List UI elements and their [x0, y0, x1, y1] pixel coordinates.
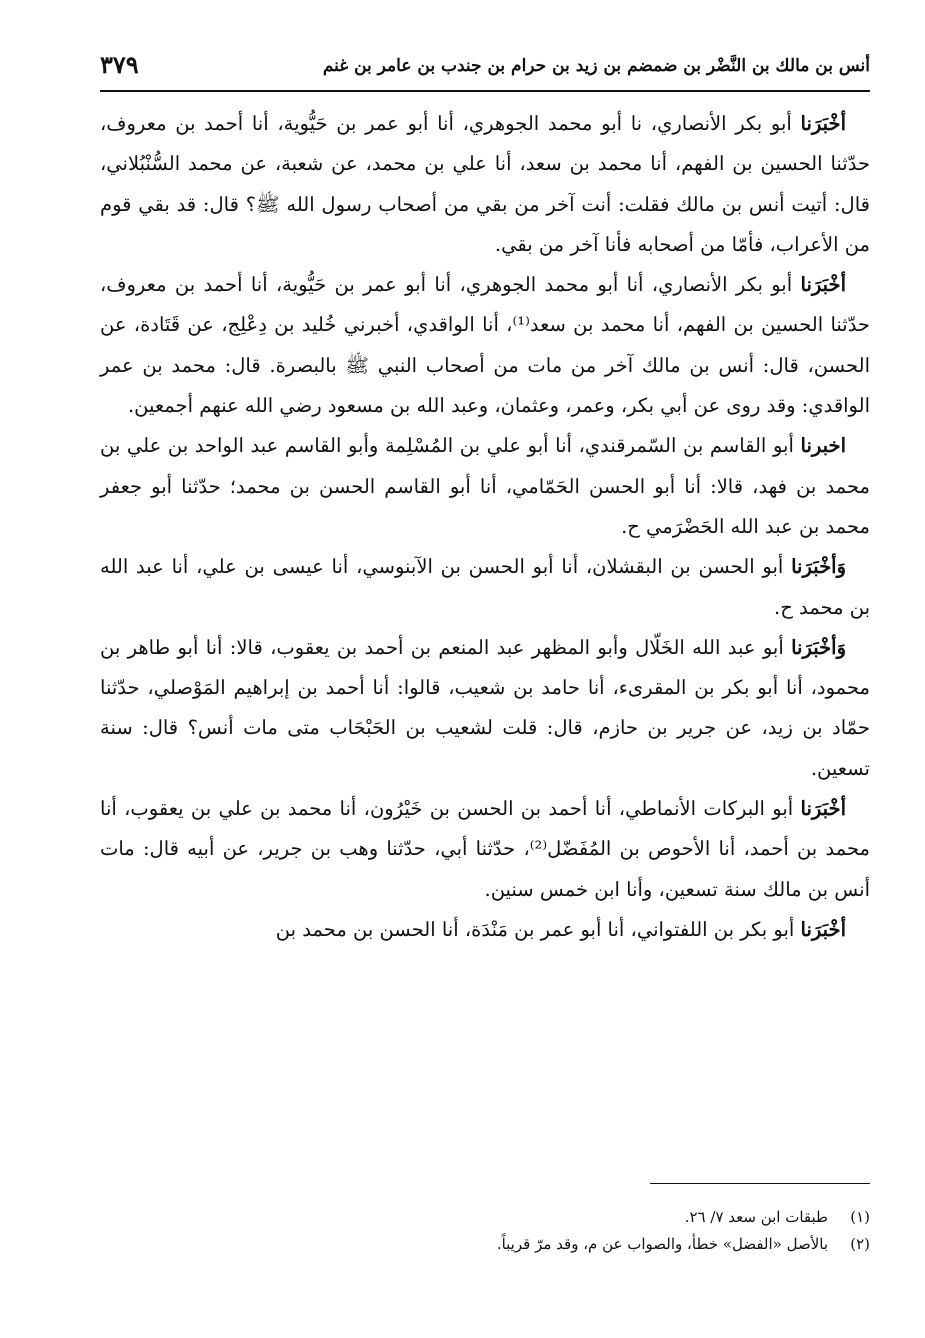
footnote-2	[100, 1231, 870, 1258]
footnotes	[100, 1204, 870, 1258]
paragraph-lead: أخْبَرَنا	[800, 112, 846, 135]
paragraph-lead: وَأخْبَرَنا	[791, 635, 846, 659]
running-title: أنس بن مالك بن النَّضْر بن ضمضم بن زيد بن حرام بن جندب بن عامر بن غنم	[322, 56, 870, 76]
header-rule	[100, 90, 870, 92]
paragraph-text: أبو عبد الله الخَلّال وأبو المظهر عبد المنعم بن أحمد بن يعقوب، قالا: أنا أبو طاهر بن محمود، أنا أبو بكر بن المقرىء، أنا حامد بن شعيب، قالوا: أنا أحمد بن إبراهيم المَوْصلي، حدّثنا حمّاد بن زيد، عن جرير بن حازم، قال: قلت لشعيب بن الحَبْحَاب متى مات أنس؟ قال: سنة تسعين.	[100, 635, 870, 780]
paragraph-text: أبو بكر الأنصاري، أنا أبو محمد الجوهري، أنا أبو عمر بن حَيُّوية، أنا أحمد بن معروف، حدّثنا الحسين بن الفهم، أنا محمد بن سعد⁽¹⁾، أنا الواقدي، أخبرني خُليد بن دِعْلِج، عن قَتَادة، عن الحسن، قال: أنس بن مالك آخر من مات من أصحاب النبي ﷺ بالبصرة. قال: محمد بن عمر الواقدي: وقد روى عن أبي بكر، وعمر، وعثمان، وعبد الله بن مسعود رضي الله عنهم أجمعين.	[100, 273, 870, 418]
paragraph-lead: وَأخْبَرَنا	[791, 555, 846, 579]
footnote-text: طبقات ابن سعد ٧/ ٢٦.	[684, 1208, 828, 1226]
paragraph-text: أبو بكر بن اللفتواني، أنا أبو عمر بن مَنْدَة، أنا الحسن بن محمد بن	[275, 917, 801, 941]
main-text	[100, 104, 870, 950]
paragraph-4	[100, 547, 870, 628]
paragraph-text: أبو القاسم بن السّمرقندي، أنا أبو علي بن المُسْلِمة وأبو القاسم عبد الواحد بن علي بن محمد بن فهد، قالا: أنا أبو الحسن الحَمّامي، أنا أبو القاسم الحسن بن محمد؛ حدّثنا أبو جعفر محمد بن عبد الله الحَضْرَمي ح.	[100, 434, 870, 538]
paragraph-lead: أخْبَرَنا	[800, 917, 846, 941]
paragraph-lead: اخبرنا	[800, 434, 846, 458]
footnote-number: (٢)	[850, 1235, 870, 1253]
footnote-number: (١)	[850, 1208, 870, 1226]
footnote-text: بالأصل «الفضل» خطأ، والصواب عن م، وقد مرّ قريباً.	[496, 1235, 828, 1253]
paragraph-1	[100, 104, 870, 265]
paragraph-text: أبو البركات الأنماطي، أنا أحمد بن الحسن بن خَيْرُون، أنا محمد بن علي بن يعقوب، أنا محمد بن أحمد، أنا الأحوص بن المُفَضّل⁽²⁾، حدّثنا أبي، حدّثنا وهب بن جرير، عن أبيه قال: مات أنس بن مالك سنة تسعين، وأنا ابن خمس سنين.	[100, 797, 870, 901]
paragraph-lead: أخْبَرَنا	[800, 273, 846, 297]
paragraph-lead: أخْبَرَنا	[800, 797, 846, 821]
paragraph-5	[100, 628, 870, 789]
paragraph-text: أبو الحسن بن البقشلان، أنا أبو الحسن بن الآبنوسي، أنا عيسى بن علي، أنا عبد الله بن محمد ح.	[100, 555, 870, 619]
footnote-rule	[650, 1183, 870, 1184]
paragraph-2	[100, 265, 870, 426]
paragraph-6	[100, 789, 870, 910]
footnote-1	[100, 1204, 870, 1231]
page-header	[100, 42, 870, 92]
paragraph-text: أبو بكر الأنصاري، نا أبو محمد الجوهري، أنا أبو عمر بن حَيُّوية، أنا أحمد بن معروف، حدّثنا الحسين بن الفهم، أنا محمد بن سعد، أنا علي بن محمد، عن شعبة، عن محمد السُّنْبُلاني، قال: أتيت أنس بن مالك فقلت: أنت آخر من بقي من أصحاب رسول الله ﷺ؟ قال: قد بقي قوم من الأعراب، فأمّا من أصحابه فأنا آخر من بقي.	[100, 112, 870, 256]
paragraph-7	[100, 910, 870, 950]
page-number: ٣٧٩	[100, 50, 139, 79]
paragraph-3	[100, 426, 870, 547]
